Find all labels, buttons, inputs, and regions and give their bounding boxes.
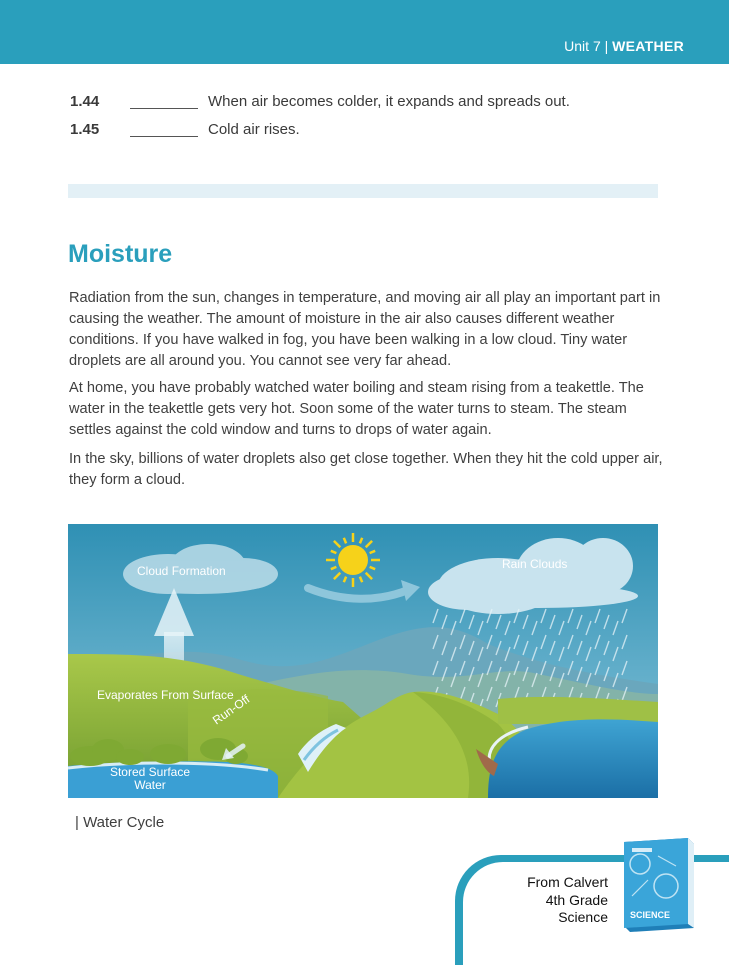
label-evaporates: Evaporates From Surface — [97, 688, 234, 702]
label-stored-line2: Water — [134, 778, 166, 792]
page-header — [0, 0, 729, 64]
question-number: 1.44 — [70, 93, 100, 110]
label-stored-water — [104, 766, 196, 792]
answer-blank[interactable] — [130, 136, 198, 137]
paragraph-1: Radiation from the sun, changes in temperature, and moving air all play an important part in causing the weather. The amount of moisture in the air also causes different weather conditions. If you have walked in fog, you have been walking in a low cloud. Tiny water droplets are all around you. You cannot see very far ahead. — [69, 290, 661, 369]
question-number: 1.45 — [70, 121, 100, 138]
question-text: When air becomes colder, it expands and spreads out. — [208, 93, 570, 110]
figure-caption: | Water Cycle — [75, 814, 165, 831]
unit-label: Unit 7 | — [564, 38, 613, 54]
section-title: Moisture — [68, 240, 173, 268]
unit-title — [564, 38, 684, 54]
source-line-1: From Calvert — [527, 874, 608, 890]
label-cloud-formation: Cloud Formation — [137, 564, 226, 578]
section-divider — [68, 184, 658, 198]
source-line-2: 4th Grade — [545, 891, 608, 908]
source-note — [470, 874, 608, 927]
question-text: Cold air rises. — [208, 121, 300, 138]
far-coast — [498, 697, 658, 724]
label-runoff: Run-Off — [210, 692, 253, 728]
paragraph-3: In the sky, billions of water droplets also get close together. When they hit the cold upper air, they form a cloud. — [69, 451, 663, 488]
label-stored-line1: Stored Surface — [109, 765, 191, 779]
source-line-3: Science — [558, 909, 608, 925]
book-label: SCIENCE — [630, 910, 671, 920]
science-book-image — [618, 836, 698, 932]
answer-blank[interactable] — [130, 108, 198, 109]
label-rain-clouds: Rain Clouds — [502, 557, 568, 571]
paragraph-2: At home, you have probably watched water boiling and steam rising from a teakettle. The water in the teakettle gets very hot. Soon some of the water turns to steam. The steam settles against the cold window and turns to drops of water again. — [69, 380, 644, 438]
water-cycle-illustration — [68, 524, 658, 798]
unit-topic: WEATHER — [612, 38, 684, 54]
sun-icon — [326, 533, 380, 587]
